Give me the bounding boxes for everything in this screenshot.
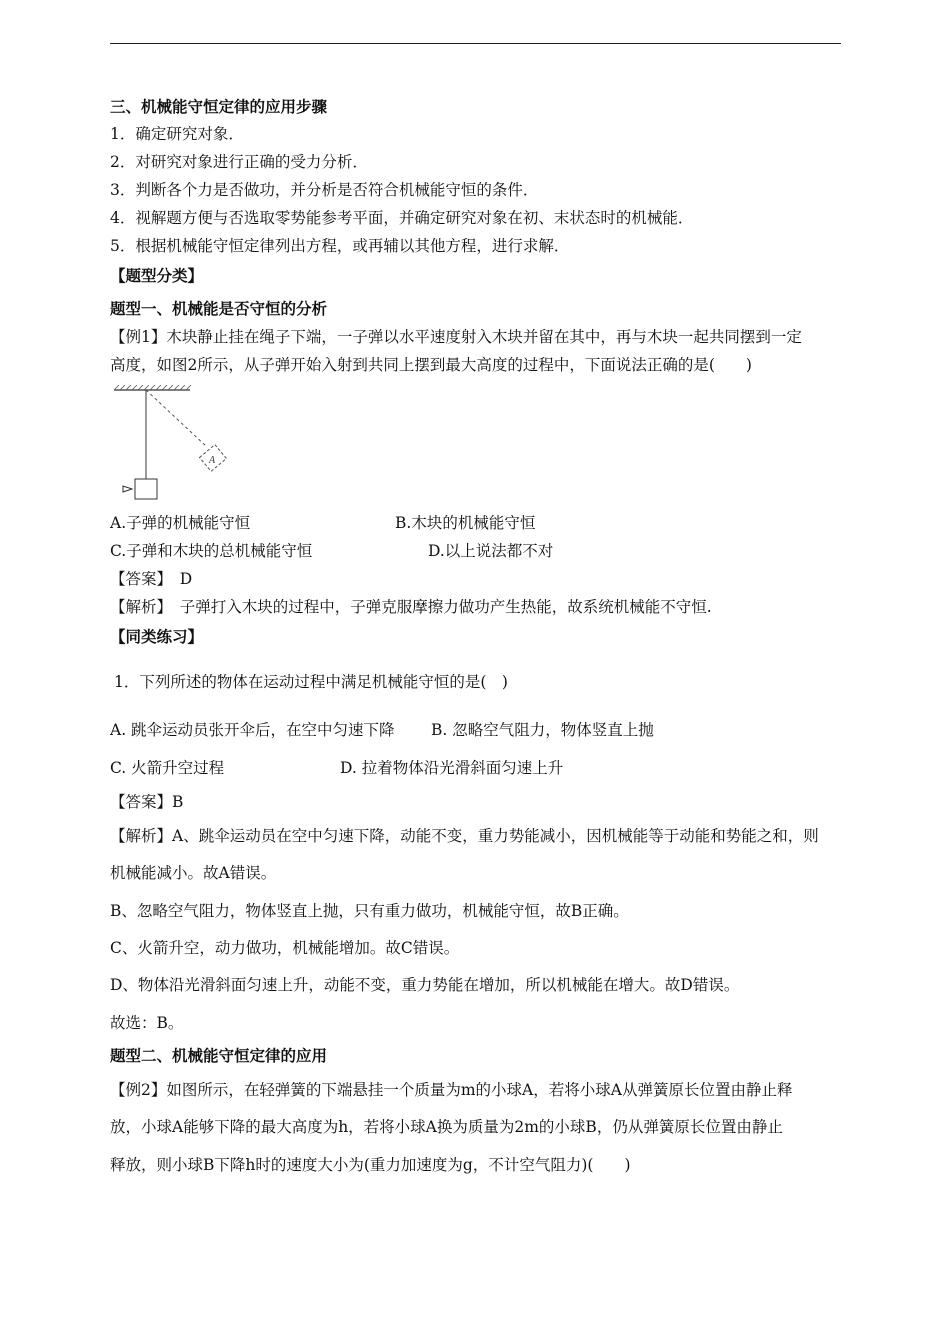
example2-text: 放，小球A能够下降的最大高度为h，若将小球A换为质量为2m的小球B，仍从弹簧原长位置由静止 (110, 1118, 783, 1136)
bullet (123, 486, 132, 492)
practice-analysis: 【解析】A、跳伞运动员在空中匀速下降，动能不变，重力势能减小，因机械能等于动能和势能之和，则 (110, 827, 819, 845)
practice-answer: 【答案】B (110, 793, 184, 811)
answer: 【答案】 D (110, 570, 193, 588)
practice-heading: 【同类练习】 (110, 627, 204, 646)
practice-analysis: D、物体沿光滑斜面匀速上升，动能不变，重力势能在增加，所以机械能在增大。故D错误。 (110, 976, 740, 994)
option-b: B.木块的机械能守恒 (395, 514, 536, 532)
practice-conclusion: 故选：B。 (110, 1014, 184, 1032)
practice-option-a: A. 跳伞运动员张开伞后，在空中匀速下降 (110, 721, 395, 739)
step-item: 3．判断各个力是否做功，并分析是否符合机械能守恒的条件． (110, 181, 539, 199)
step-item: 5．根据机械能守恒定律列出方程，或再辅以其他方程，进行求解． (110, 237, 570, 255)
option-d: D.以上说法都不对 (428, 542, 554, 560)
practice-option-d: D. 拉着物体沿光滑斜面匀速上升 (340, 759, 564, 777)
classification-heading: 【题型分类】 (110, 266, 204, 285)
practice-option-b: B. 忽略空气阻力，物体竖直上抛 (431, 721, 654, 739)
example2-text: 【例2】如图所示，在轻弹簧的下端悬挂一个质量为m的小球A，若将小球A从弹簧原长位置由静止释 (110, 1081, 793, 1099)
header-rule (110, 43, 841, 44)
practice-analysis: C、火箭升空，动力做功，机械能增加。故C错误。 (110, 939, 460, 957)
example1-text: 高度，如图2所示，从子弹开始入射到共同上摆到最大高度的过程中，下面说法正确的是( ) (110, 356, 752, 374)
section-title: 三、机械能守恒定律的应用步骤 (110, 97, 328, 116)
option-c: C.子弹和木块的总机械能守恒 (110, 542, 313, 560)
example1-text: 【例1】木块静止挂在绳子下端，一子弹以水平速度射入木块并留在其中，再与木块一起共同摆到一定 (110, 328, 802, 346)
step-item: 1．确定研究对象． (110, 125, 244, 143)
step-item: 2．对研究对象进行正确的受力分析． (110, 153, 368, 171)
practice-analysis: B、忽略空气阻力，物体竖直上抛，只有重力做功，机械能守恒，故B正确。 (110, 902, 629, 920)
type1-title: 题型一、机械能是否守恒的分析 (110, 299, 328, 318)
ceiling-hatch (114, 385, 191, 390)
option-a: A.子弹的机械能守恒 (110, 514, 251, 532)
practice-analysis: 机械能减小。故A错误。 (110, 864, 277, 882)
wood-block (135, 479, 157, 499)
type2-title: 题型二、机械能守恒定律的应用 (110, 1046, 328, 1065)
analysis: 【解析】 子弹打入木块的过程中，子弹克服摩擦力做功产生热能，故系统机械能不守恒. (110, 598, 712, 616)
step-item: 4．视解题方便与否选取零势能参考平面，并确定研究对象在初、末状态时的机械能． (110, 209, 694, 227)
practice-option-c: C. 火箭升空过程 (110, 759, 225, 777)
pendulum-figure (110, 385, 250, 505)
swung-string (146, 390, 207, 447)
example2-text: 释放，则小球B下降h时的速度大小为(重力加速度为g，不计空气阻力)( ) (110, 1156, 631, 1174)
practice-question: 1．下列所述的物体在运动过程中满足机械能守恒的是( ) (114, 673, 508, 691)
block-label: A (209, 455, 216, 466)
